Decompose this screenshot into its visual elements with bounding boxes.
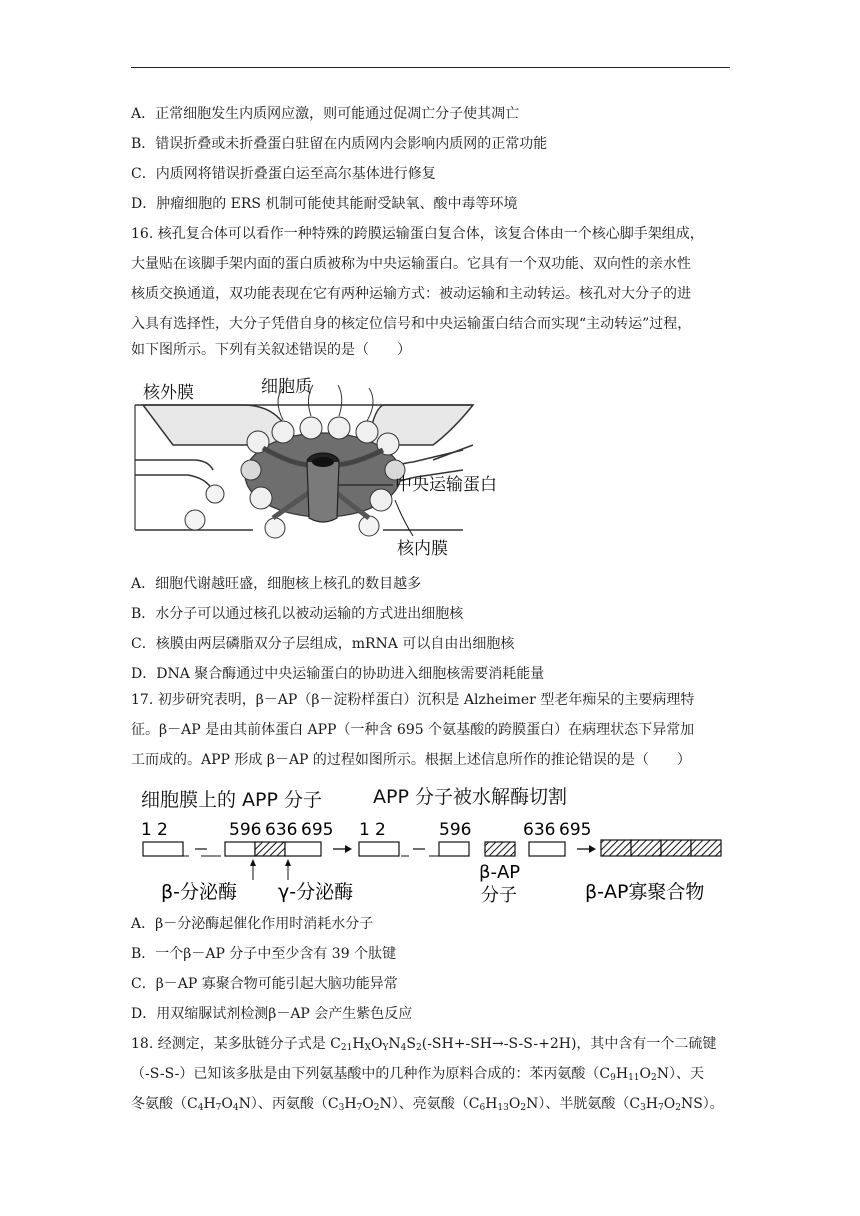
app-cleavage-figure: [133, 780, 733, 908]
q16-option-b: B．水分子可以通过核孔以被动运输的方式进出细胞核: [131, 606, 464, 622]
q18-stem-line-3: 冬氨酸$(C_4H_7O_4N)$、丙氨酸$(C_3H_7O_2N)$、亮氨酸$(C_6H_{13}O_2N)$、半胱氨酸$(C_3H_7O_2NS)$。: [131, 1096, 724, 1113]
q17-option-d: D．用双缩脲试剂检测β－AP 会产生紫色反应: [131, 1006, 413, 1022]
label-outer-membrane: 核外膜: [143, 383, 194, 403]
label-cytoplasm: 细胞质: [261, 377, 312, 397]
fig-title-left: 细胞膜上的 APP 分子: [141, 789, 322, 811]
residue-695: 695: [301, 820, 334, 840]
q15-option-b: B．错误折叠或未折叠蛋白驻留在内质网内会影响内质网的正常功能: [131, 136, 548, 152]
residue-1-cut: 1: [359, 820, 370, 840]
residue-636: 636: [265, 820, 298, 840]
beta-secretase-label: β-分泌酶: [161, 881, 237, 903]
q16-stem-line-3: 核质交换通道，双功能表现在它有两种运输方式：被动运输和主动转运。核孔对大分子的进: [131, 286, 691, 302]
residue-695-cut: 695: [559, 820, 592, 840]
nuclear-pore-figure: [133, 370, 523, 562]
residue-2: 2: [157, 820, 168, 840]
q16-stem-line-1: 16. 核孔复合体可以看作一种特殊的跨膜运输蛋白复合体，该复合体由一个核心脚手架组成，: [131, 226, 704, 242]
q16-option-d: D．DNA 聚合酶通过中央运输蛋白的协助进入细胞核需要消耗能量: [131, 666, 545, 682]
header-rule: [131, 67, 730, 68]
q18-stem-line-1: 18. 经测定，某多肽链分子式是 $C_{21}H_XO_YN_4S_2(-SH+-SH\to-S-S-+2H)$，其中含有一个二硫键: [131, 1036, 717, 1053]
q17-stem-line-1: 17. 初步研究表明，β－AP（β－淀粉样蛋白）沉积是 Alzheimer 型老年痴呆的主要病理特: [131, 692, 695, 708]
q18-stem-line-2: （-S-S-）已知该多肽是由下列氨基酸中的几种作为原料合成的：苯丙氨酸$(C_9H_{11}O_2N)$、天: [131, 1066, 704, 1083]
q16-stem-line-5: 如下图所示。下列有关叙述错误的是（ ）: [131, 342, 411, 358]
q15-option-a: A．正常细胞发生内质网应激，则可能通过促凋亡分子使其凋亡: [131, 106, 520, 122]
q17-option-a: A．β－分泌酶起催化作用时消耗水分子: [131, 916, 374, 932]
aggregate-label: β-AP寡聚合物: [585, 881, 705, 903]
q17-stem-line-3: 工而成的。APP 形成 β－AP 的过程如图所示。根据上述信息所作的推论错误的是（ ）: [131, 752, 691, 768]
q17-option-c: C．β－AP 寡聚合物可能引起大脑功能异常: [131, 976, 398, 992]
q16-stem-line-2: 大量贴在该脚手架内面的蛋白质被称为中央运输蛋白。它具有一个双功能、双向性的亲水性: [131, 256, 691, 272]
q15-option-d: D．肿瘤细胞的 ERS 机制可能使其能耐受缺氧、酸中毒等环境: [131, 196, 518, 212]
molecule-label: 分子: [481, 885, 517, 906]
label-inner-membrane: 核内膜: [397, 539, 448, 559]
q16-stem-line-4: 入具有选择性，大分子凭借自身的核定位信号和中央运输蛋白结合而实现“主动转运”过程，: [131, 316, 692, 332]
residue-2-cut: 2: [375, 820, 386, 840]
q15-option-c: C．内质网将错误折叠蛋白运至高尔基体进行修复: [131, 166, 436, 182]
beta-ap-label: β-AP: [479, 862, 521, 883]
q16-option-a: A．细胞代谢越旺盛，细胞核上核孔的数目越多: [131, 576, 422, 592]
fig-title-right: APP 分子被水解酶切割: [373, 786, 567, 808]
label-central-transport-protein: 中央运输蛋白: [395, 475, 497, 495]
q17-stem-line-2: 征。β－AP 是由其前体蛋白 APP（一种含 695 个氨基酸的跨膜蛋白）在病理状态下异常加: [131, 722, 695, 738]
residue-596-cut: 596: [439, 820, 472, 840]
q17-option-b: B．一个β－AP 分子中至少含有 39 个肽键: [131, 946, 397, 962]
q16-option-c: C．核膜由两层磷脂双分子层组成，mRNA 可以自由出细胞核: [131, 636, 515, 652]
residue-596: 596: [229, 820, 262, 840]
gamma-secretase-label: γ-分泌酶: [278, 881, 354, 903]
residue-1: 1: [141, 820, 152, 840]
residue-636-cut: 636: [523, 820, 556, 840]
